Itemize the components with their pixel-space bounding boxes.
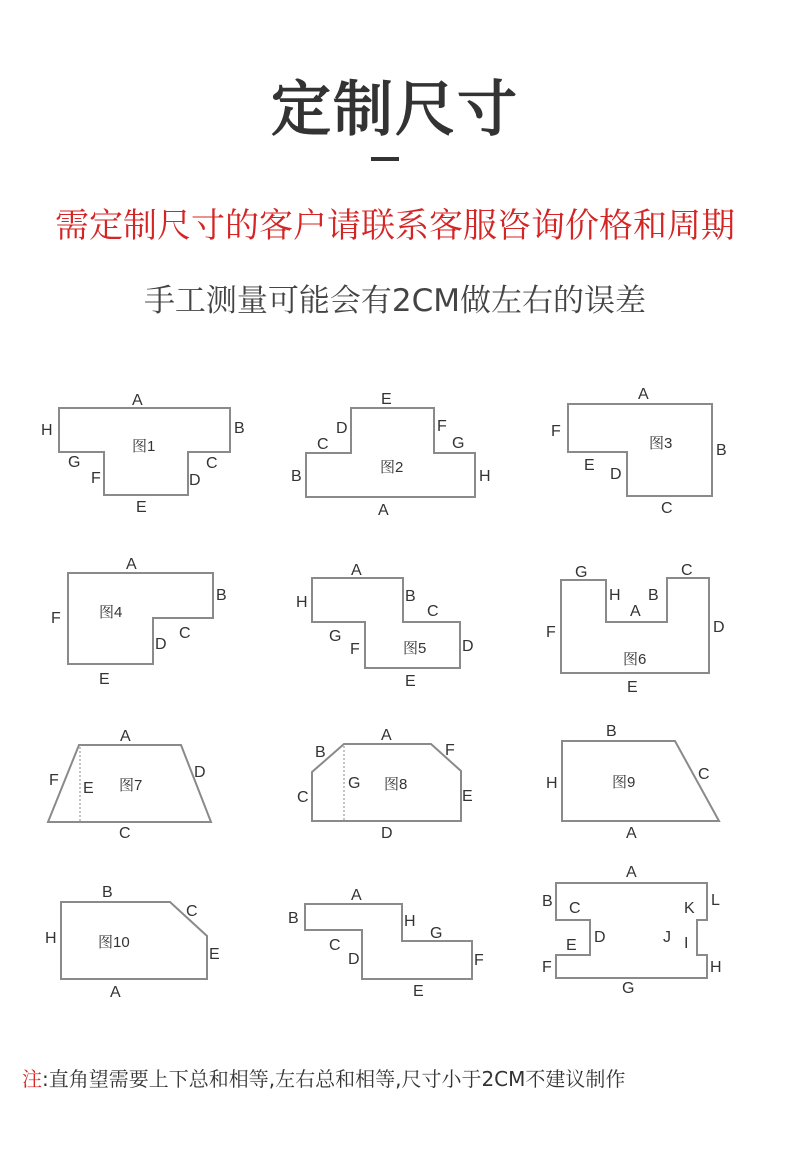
- figure-2-edge-d: D: [336, 420, 348, 437]
- figure-1-edge-c: C: [206, 455, 218, 472]
- figure-3-edge-d: D: [610, 466, 622, 483]
- figure-2-edge-c: C: [317, 436, 329, 453]
- figure-12-edge-f: F: [542, 959, 552, 976]
- figure-5-edge-f: F: [350, 641, 360, 658]
- figure-12-edge-j: J: [663, 929, 671, 946]
- figure-5-edge-b: B: [405, 588, 416, 605]
- figure-1-edge-f: F: [91, 470, 101, 487]
- figure-3-edge-a: A: [638, 386, 649, 403]
- figure-5-edge-h: H: [296, 594, 308, 611]
- figure-2-label: 图2: [380, 459, 404, 476]
- figure-10-edge-h: H: [45, 930, 57, 947]
- figure-7-label: 图7: [119, 777, 143, 794]
- figure-3-edge-b: B: [716, 442, 727, 459]
- figure-2-edge-g: G: [452, 435, 465, 452]
- figure-12-edge-b: B: [542, 893, 553, 910]
- figure-1-edge-g: G: [68, 454, 81, 471]
- figure-5-edge-g: G: [329, 628, 342, 645]
- figure-5-edge-d: D: [462, 638, 474, 655]
- figure-10-edge-b: B: [102, 884, 113, 901]
- figure-6-edge-g: G: [575, 564, 588, 581]
- figure-12-edge-e: E: [566, 937, 577, 954]
- figure-4-outline: [68, 573, 213, 664]
- figure-5-outline: [312, 578, 460, 668]
- figure-11-edge-h: H: [404, 913, 416, 930]
- figure-2-outline: [306, 408, 475, 497]
- figure-3-label: 图3: [649, 435, 673, 452]
- figure-1-edge-b: B: [234, 420, 245, 437]
- figure-4-edge-d: D: [155, 636, 167, 653]
- figure-11-edge-c: C: [329, 937, 341, 954]
- figure-4-edge-e: E: [99, 671, 110, 688]
- figure-5-edge-a: A: [351, 562, 362, 579]
- figure-1-edge-a: A: [132, 392, 143, 409]
- figure-12-edge-c: C: [569, 900, 581, 917]
- figure-2-edge-h: H: [479, 468, 491, 485]
- figure-6-edge-f: F: [546, 624, 556, 641]
- figure-3-outline: [568, 404, 712, 496]
- figure-2-edge-f: F: [437, 418, 447, 435]
- figure-6-edge-h: H: [609, 587, 621, 604]
- figure-12-edge-h: H: [710, 959, 722, 976]
- figure-4-edge-a: A: [126, 556, 137, 573]
- custom-size-notice: 需定制尺寸的客户请联系客服咨询价格和周期: [55, 206, 735, 246]
- figure-11-edge-g: G: [430, 925, 443, 942]
- figure-12-outline: [556, 883, 707, 978]
- figure-10-label: 图10: [98, 934, 130, 951]
- figure-1-label: 图1: [132, 438, 156, 455]
- figure-1-edge-d: D: [189, 472, 201, 489]
- figure-1-edge-e: E: [136, 499, 147, 516]
- figure-8-edge-a: A: [381, 727, 392, 744]
- figure-4-edge-c: C: [179, 625, 191, 642]
- figure-3-edge-f: F: [551, 423, 561, 440]
- figure-11-edge-d: D: [348, 951, 360, 968]
- figure-11-edge-b: B: [288, 910, 299, 927]
- figure-11-edge-e: E: [413, 983, 424, 1000]
- figure-4-label: 图4: [99, 604, 123, 621]
- footnote-prefix: 注: [22, 1067, 42, 1091]
- figure-12-edge-l: L: [711, 892, 720, 909]
- figure-7-edge-a: A: [120, 728, 131, 745]
- figure-2-edge-a: A: [378, 502, 389, 519]
- figure-6-label: 图6: [623, 651, 647, 668]
- figure-8-edge-c: C: [297, 789, 309, 806]
- figure-6-edge-c: C: [681, 562, 693, 579]
- page-title: 定制尺寸: [271, 75, 519, 145]
- figure-5-edge-e: E: [405, 673, 416, 690]
- figure-7-edge-d: D: [194, 764, 206, 781]
- figure-9-label: 图9: [612, 774, 636, 791]
- figure-6-edge-a: A: [630, 603, 641, 620]
- figure-12-edge-a: A: [626, 864, 637, 881]
- figure-8-edge-b: B: [315, 744, 326, 761]
- figure-6-edge-e: E: [627, 679, 638, 696]
- measurement-error-note: 手工测量可能会有2CM做左右的误差: [143, 283, 647, 319]
- figure-10-edge-a: A: [110, 984, 121, 1001]
- figure-7-edge-f: F: [49, 772, 59, 789]
- figure-9-edge-h: H: [546, 775, 558, 792]
- figure-3-edge-e: E: [584, 457, 595, 474]
- figure-8-edge-d: D: [381, 825, 393, 842]
- figure-11-edge-a: A: [351, 887, 362, 904]
- figure-3-edge-c: C: [661, 500, 673, 517]
- footnote-text: :直角望需要上下总和相等,左右总和相等,尺寸小于2CM不建议制作: [42, 1067, 626, 1091]
- figure-10-edge-e: E: [209, 946, 220, 963]
- figure-1-edge-h: H: [41, 422, 53, 439]
- figure-9-outline: [562, 741, 719, 821]
- figure-10-edge-c: C: [186, 903, 198, 920]
- figure-12-edge-g: G: [622, 980, 635, 997]
- figure-2-edge-e: E: [381, 391, 392, 408]
- figure-8-label: 图8: [384, 776, 408, 793]
- figure-9-edge-c: C: [698, 766, 710, 783]
- figure-4-edge-f: F: [51, 610, 61, 627]
- figure-6-edge-d: D: [713, 619, 725, 636]
- figure-8-edge-f: F: [445, 742, 455, 759]
- figure-5-edge-c: C: [427, 603, 439, 620]
- figure-9-edge-b: B: [606, 723, 617, 740]
- figure-11-edge-f: F: [474, 952, 484, 969]
- figure-7-edge-c: C: [119, 825, 131, 842]
- figure-9-edge-a: A: [626, 825, 637, 842]
- figure-6-edge-b: B: [648, 587, 659, 604]
- figure-4-edge-b: B: [216, 587, 227, 604]
- footnote: [22, 1063, 625, 1092]
- figure-12-edge-i: I: [684, 935, 689, 952]
- figure-8-edge-e: E: [462, 788, 473, 805]
- figure-5-label: 图5: [403, 640, 427, 657]
- figure-7-edge-e: E: [83, 780, 94, 797]
- figure-8-edge-g: G: [348, 775, 361, 792]
- figure-12-edge-d: D: [594, 929, 606, 946]
- figure-12-edge-k: K: [684, 900, 695, 917]
- figure-2-edge-b: B: [291, 468, 302, 485]
